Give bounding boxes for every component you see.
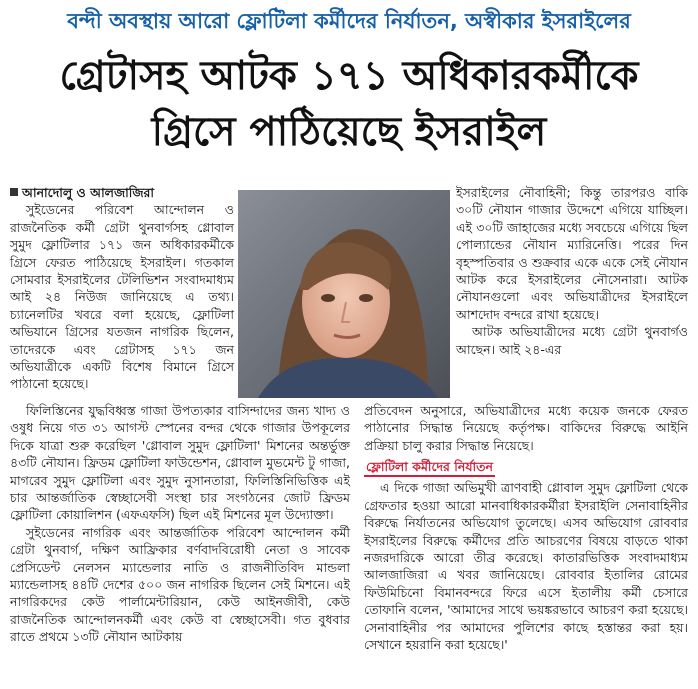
- paragraph: এ দিকে গাজা অভিমুখী ত্রাণবাহী গ্লোবাল সুমুদ ফ্লোটিলা থেকে গ্রেফতার হওয়া আরো মানবাধিকারকর্মীরা ইসরাইলি সেনাবাহিনীর বিরুদ্ধে নির্যাতনের অভিযোগ তুলেছে। এসব অভিযোগ রোববার ইসরাইলের বিরুদ্ধে কর্মীদের প্রতি আচরণের বিষয়ে বাড়তে থাকা নজরদারিকে আরো তীব্র করেছে। কাতারভিত্তিক সংবাদমাধ্যম আলজাজিরা এ খবর জানিয়েছে। রোববার ইতালির রোমের ফিউমিচিনো বিমানবন্দরে ফিরে এসে ইতালীয় কর্মী চেসারে তোফানি বলেন, 'আমাদের সাথে ভয়ঙ্করভাবে আচরণ করা হয়েছে। সেনাবাহিনীর পর আমাদের পুলিশের কাছে হস্তান্তর করা হয়। সেখানে হয়রানি করা হয়েছে।': [364, 480, 688, 653]
- paragraph: সুইডেনের নাগরিক এবং আন্তর্জাতিক পরিবেশ আন্দোলন কর্মী গ্রেটা থুনবার্গ, দক্ষিণ আফ্রিকার বর্ণবাদবিরোধী নেতা ও সাবেক প্রেসিডেন্ট নেলসন ম্যান্ডেলার নাতি ও রাজনীতিবিদ মান্ডলা ম্যান্ডেলাসহ ৪৪টি দেশের ৫০০ জন নাগরিক ছিলেন সেই মিশনে। এই নাগরিকদের কেউ পার্লামেন্টারিয়ান, কেউ আইনজীবী, কেউ রাজনৈতিক আন্দোলনকর্মী এবং কেউ বা স্বেচ্ছাসেবী। গত বুধবার রাতে প্রথমে ১৩টি নৌযান আটকায়: [10, 524, 350, 645]
- headline-line-2: গ্রিসে পাঠিয়েছে ইসরাইল: [151, 109, 547, 155]
- kicker-line: বন্দী অবস্থায় আরো ফ্লোটিলা কর্মীদের নির্যাতন, অস্বীকার ইসরাইলের: [67, 9, 631, 33]
- column-right-bottom: [364, 456, 688, 653]
- column-wide: [364, 402, 688, 454]
- column-right-top: [456, 184, 688, 358]
- byline-square-icon: [10, 188, 18, 196]
- column-left-top: [10, 184, 234, 393]
- subheading: ফ্লোটিলা কর্মীদের নির্যাতন: [364, 458, 495, 477]
- column-left-bottom: [10, 402, 350, 646]
- paragraph: ফিলিস্তিনের যুদ্ধবিধ্বস্ত গাজা উপত্যকার বাসিন্দাদের জন্য খাদ্য ও ওষুধ নিয়ে গত ৩১ আগস্ট স্পেনের বন্দর থেকে গাজার উপকূলের দিকে যাত্রা শুরু করেছিল 'গ্লোবাল সুমুদ ফ্লোটিলা' মিশনের অন্তর্ভুক্ত ৪৩টি নৌযান। ফ্রিডম ফ্লোটিলা ফাউন্ডেশন, গ্লোবাল মুভমেন্ট টু গাজা, মাগরেব সুমুদ ফ্লোটিলা এবং সুমুদ নুসানতারা, ফিলিস্তিনিভিত্তিক এই চার আন্তর্জাতিক স্বেচ্ছাসেবী সংস্থা চার সংগঠনের জোট ফ্রিডম ফ্লোটিলা কোয়ালিশন (এফএফসি) ছিল এই মিশনের মূল উদ্যোক্তা।: [10, 403, 350, 523]
- headline: [0, 48, 698, 160]
- portrait-illustration: [238, 190, 450, 398]
- photo-greta-thunberg: [238, 190, 450, 398]
- headline-line-1: গ্রেটাসহ আটক ১৭১ অধিকারকর্মীকে: [59, 53, 639, 99]
- paragraph: প্রতিবেদন অনুসারে, অভিযাত্রীদের মধ্যে কয়েক জনকে ফেরত পাঠানোর সিদ্ধান্ত নিয়েছে কর্তৃপক্ষ। বাকিদের বিরুদ্ধে আইনি প্রক্রিয়া চালু করার সিদ্ধান্ত নিয়েছে।: [364, 403, 688, 453]
- paragraph: সুইডেনের পরিবেশ আন্দোলন ও রাজনৈতিক কর্মী গ্রেটা থুনবার্গসহ গ্লোবাল সুমুদ ফ্লোটিলার ১৭১ জন অধিকারকর্মীকে গ্রিসে ফেরত পাঠিয়েছে ইসরাইল। গতকাল সোমবার ইসরাইলের টেলিভিশন সংবাদমাধ্যম আই ২৪ নিউজ জানিয়েছে এ তথ্য। চ্যানেলটির খবরে বলা হয়েছে, ফ্লোটিলা অভিযানে গ্রিসের যতজন নাগরিক ছিলেন, তাদেরকে এবং গ্রেটাসহ ১৭১ জন অভিযাত্রীকে একটি বিশেষ বিমানে গ্রিসে পাঠানো হয়েছে।: [10, 202, 234, 392]
- paragraph: আটক অভিযাত্রীদের মধ্যে গ্রেটা থুনবার্গও আছেন। আই ২৪-এর: [456, 324, 688, 357]
- byline: আনাদোলু ও আলজাজিরা: [10, 184, 234, 201]
- paragraph: ইসরাইলের নৌবাহিনী; কিন্তু তারপরও বাকি ৩০টি নৌযান গাজার উদ্দেশে এগিয়ে যাচ্ছিল। এই ৩০টি জাহাজের মধ্যে সবচেয়ে এগিয়ে ছিল পোল্যান্ডের নৌযান ম্যারিনেত্তি। পরের দিন বৃহস্পতিবার ও শুক্রবার একে একে সেই নৌযান আটক করে ইসরাইলের নৌসেনারা। আটক নৌযানগুলো এবং অভিযাত্রীদের ইসরাইলে আশদোদ বন্দরে রাখা হয়েছে।: [456, 185, 688, 322]
